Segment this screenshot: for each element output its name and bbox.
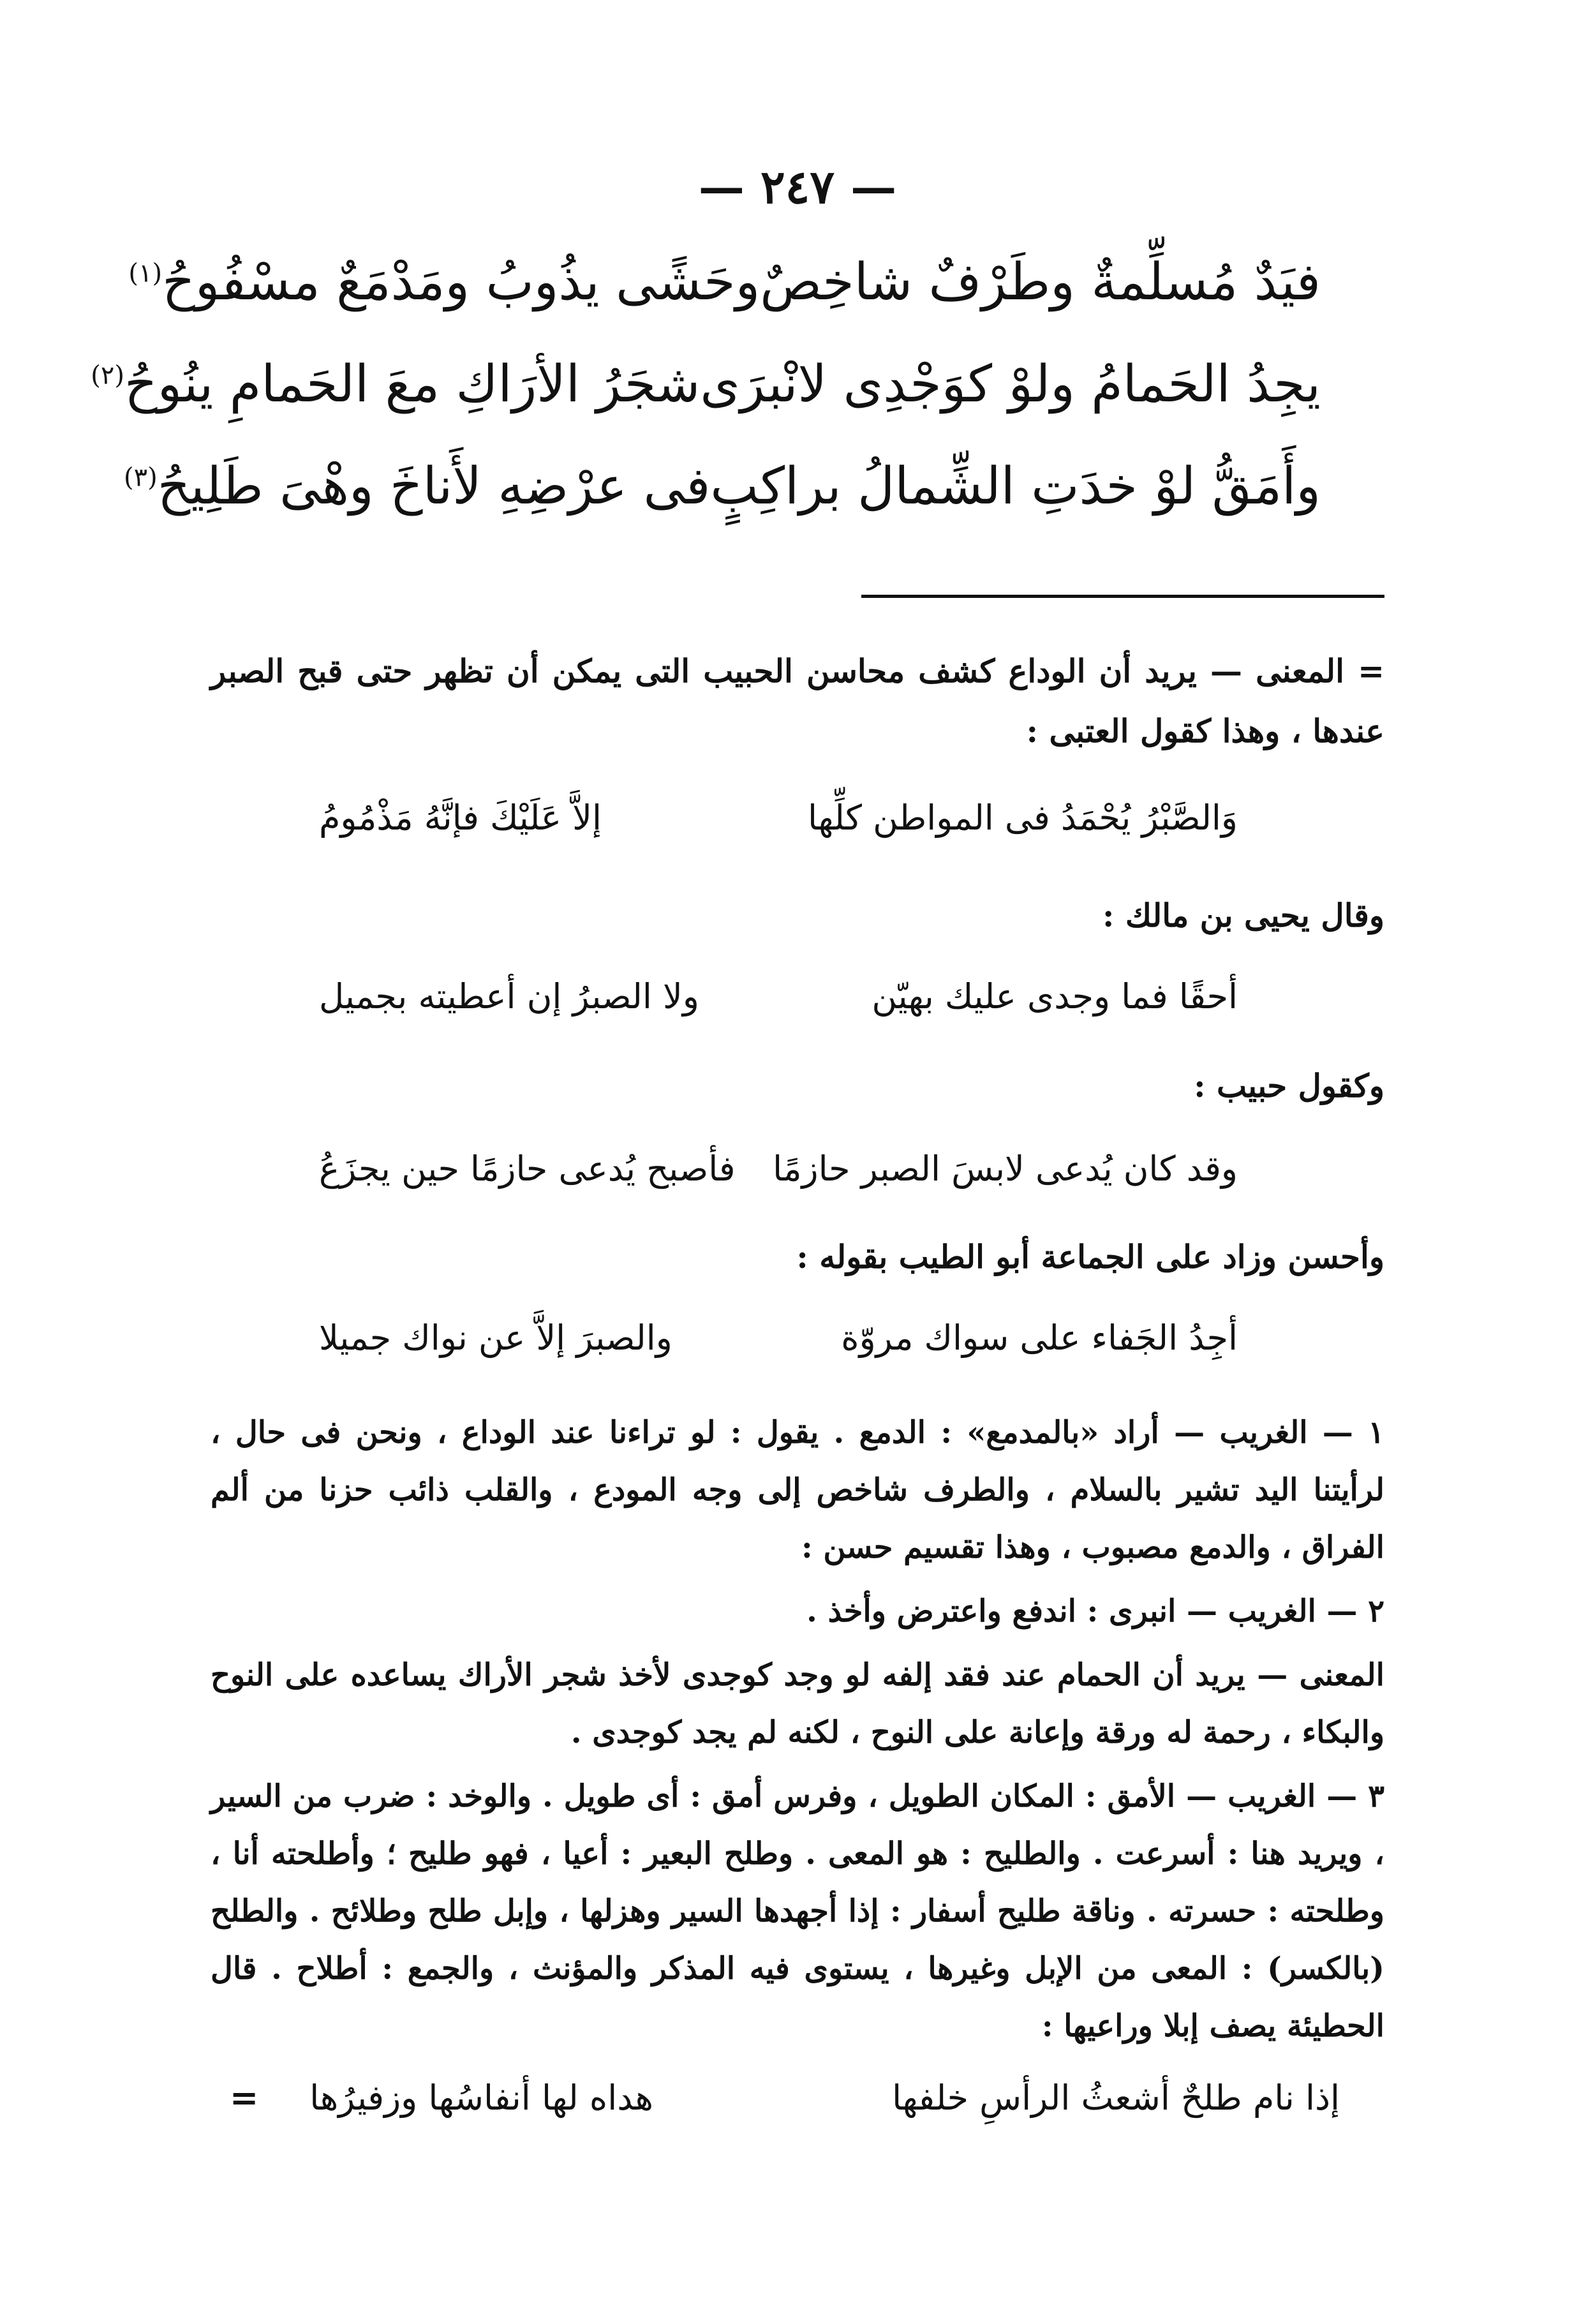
quoted-verse-1-right: وَالصَّبْرُ يُحْمَدُ فى المواطن كلِّها (808, 798, 1238, 838)
footnote-1: ١ — الغريب — أراد «بالمدمع» : الدمع . يقول : لو تراءنا عند الوداع ، ونحن فى حال ، لرأيتنا اليد تشير بالسلام ، والطرف شاخص إلى وجه المودع ، والقلب ذائب حزنا من ألم الفراق ، والدمع مصبوب ، وهذا تقسيم حسن : (211, 1415, 1384, 1565)
poem-verse-2 (91, 354, 1321, 413)
poem-verse-1 (128, 252, 1321, 311)
poem-verse-3-left-wrap (124, 456, 710, 516)
quote-label-4: وأحسن وزاد على الجماعة أبو الطيب بقوله : (796, 1238, 1384, 1276)
footnote-2-gloss: ٢ — الغريب — انبرى : اندفع واعترض وأخذ . (806, 1593, 1384, 1629)
poem-verse-2-left-wrap (91, 354, 700, 413)
quoted-verse-2-left: ولا الصبرُ إن أعطيته بجميل (319, 976, 699, 1017)
footnote-3: ٣ — الغريب — الأمق : المكان الطويل ، وفرس أمق : أى طويل . والوخد : ضرب من السير ، ويريد هنا : أسرعت . والطليح : هو المعى . وطلح البعير : أعيا ، فهو طليح ؛ وأطلحته أنا ، وطلحته : حسرته . وناقة طليح أسفار : إذا أجهدها السير وهزلها ، وإبل طلح وطلائح . والطلح (بالكسر) : المعى من الإبل وغيرها ، يستوى فيه المذكر والمؤنث ، والجمع : أطلاح . قال الحطيئة يصف إبلا وراعيها : (211, 1778, 1384, 2044)
final-verse-left-wrap (230, 2077, 653, 2118)
quoted-verse-4-left: والصبرَ إلاَّ عن نواك جميلا (319, 1318, 672, 1358)
quoted-verse-1 (319, 798, 1238, 838)
quote-label-2: وقال يحيى بن مالك : (1102, 897, 1384, 934)
meaning-paragraph (211, 641, 1384, 761)
poem-verse-3 (124, 456, 1321, 516)
page-number: — ٢٤٧ — (698, 160, 897, 214)
continuation-mark-end: = (230, 2077, 259, 2118)
quoted-verse-4 (319, 1318, 1238, 1358)
quote-label-3: وكقول حبيب : (1194, 1067, 1384, 1105)
footnote-ref-1: (١) (128, 258, 163, 288)
quoted-verse-3-left: فأصبح يُدعى حازمًا حين يجزَعُ (319, 1149, 736, 1189)
final-verse-left: هداه لها أنفاسُها وزفيرُها (309, 2078, 654, 2118)
quoted-verse-2-right: أحقًا فما وجدى عليك بهيّن (872, 976, 1238, 1017)
footnote-ref-3: (٣) (124, 463, 158, 493)
final-verse-right: إذا نام طلحٌ أشعثُ الرأسِ خلفها (892, 2077, 1340, 2118)
separator-rule (861, 595, 1384, 598)
poem-verse-3-left: فى عرْضِهِ لأَناخَ وهْىَ طَلِيحُ (157, 456, 711, 516)
meaning-text: المعنى — يريد أن الوداع كشف محاسن الحبيب التى يمكن أن تظهر حتى قبح الصبر عندها ، وهذا كقول العتبى : (211, 652, 1384, 750)
poem-verse-3-right: وأَمَقُّ لوْ خدَتِ الشِّمالُ براكِبٍ (710, 456, 1321, 516)
poem-verse-1-left-wrap (128, 252, 760, 311)
quoted-verse-1-left: إلاَّ عَلَيْكَ فإنَّهُ مَذْمُومُ (319, 798, 602, 838)
continuation-mark: = (1358, 652, 1384, 690)
final-verse (230, 2077, 1340, 2118)
poem-verse-2-right: يجِدُ الحَمامُ ولوْ كوَجْدِى لانْبرَى (700, 354, 1321, 413)
quoted-verse-4-right: أجِدُ الجَفاء على سواك مروّة (841, 1318, 1238, 1358)
poem-verse-1-right: فيَدٌ مُسلِّمةٌ وطَرْفٌ شاخِصٌ (760, 252, 1321, 311)
quoted-verse-2 (319, 976, 1238, 1017)
footnote-ref-2: (٢) (91, 361, 124, 391)
quoted-verse-3-right: وقد كان يُدعى لابسَ الصبر حازمًا (773, 1149, 1238, 1189)
quoted-verse-3 (319, 1149, 1238, 1189)
poem-verse-1-left: وحَشًى يذُوبُ ومَدْمَعٌ مسْفُوحُ (162, 252, 760, 311)
poem-verse-2-left: شجَرُ الأرَاكِ معَ الحَمامِ ينُوحُ (124, 354, 701, 413)
footnote-2-meaning: المعنى — يريد أن الحمام عند فقد إلفه لو وجد كوجدى لأخذ شجر الأراك يساعده على النوح والبكاء ، رحمة له ورقة وإعانة على النوح ، لكنه لم يجد كوجدى . (211, 1657, 1384, 1750)
